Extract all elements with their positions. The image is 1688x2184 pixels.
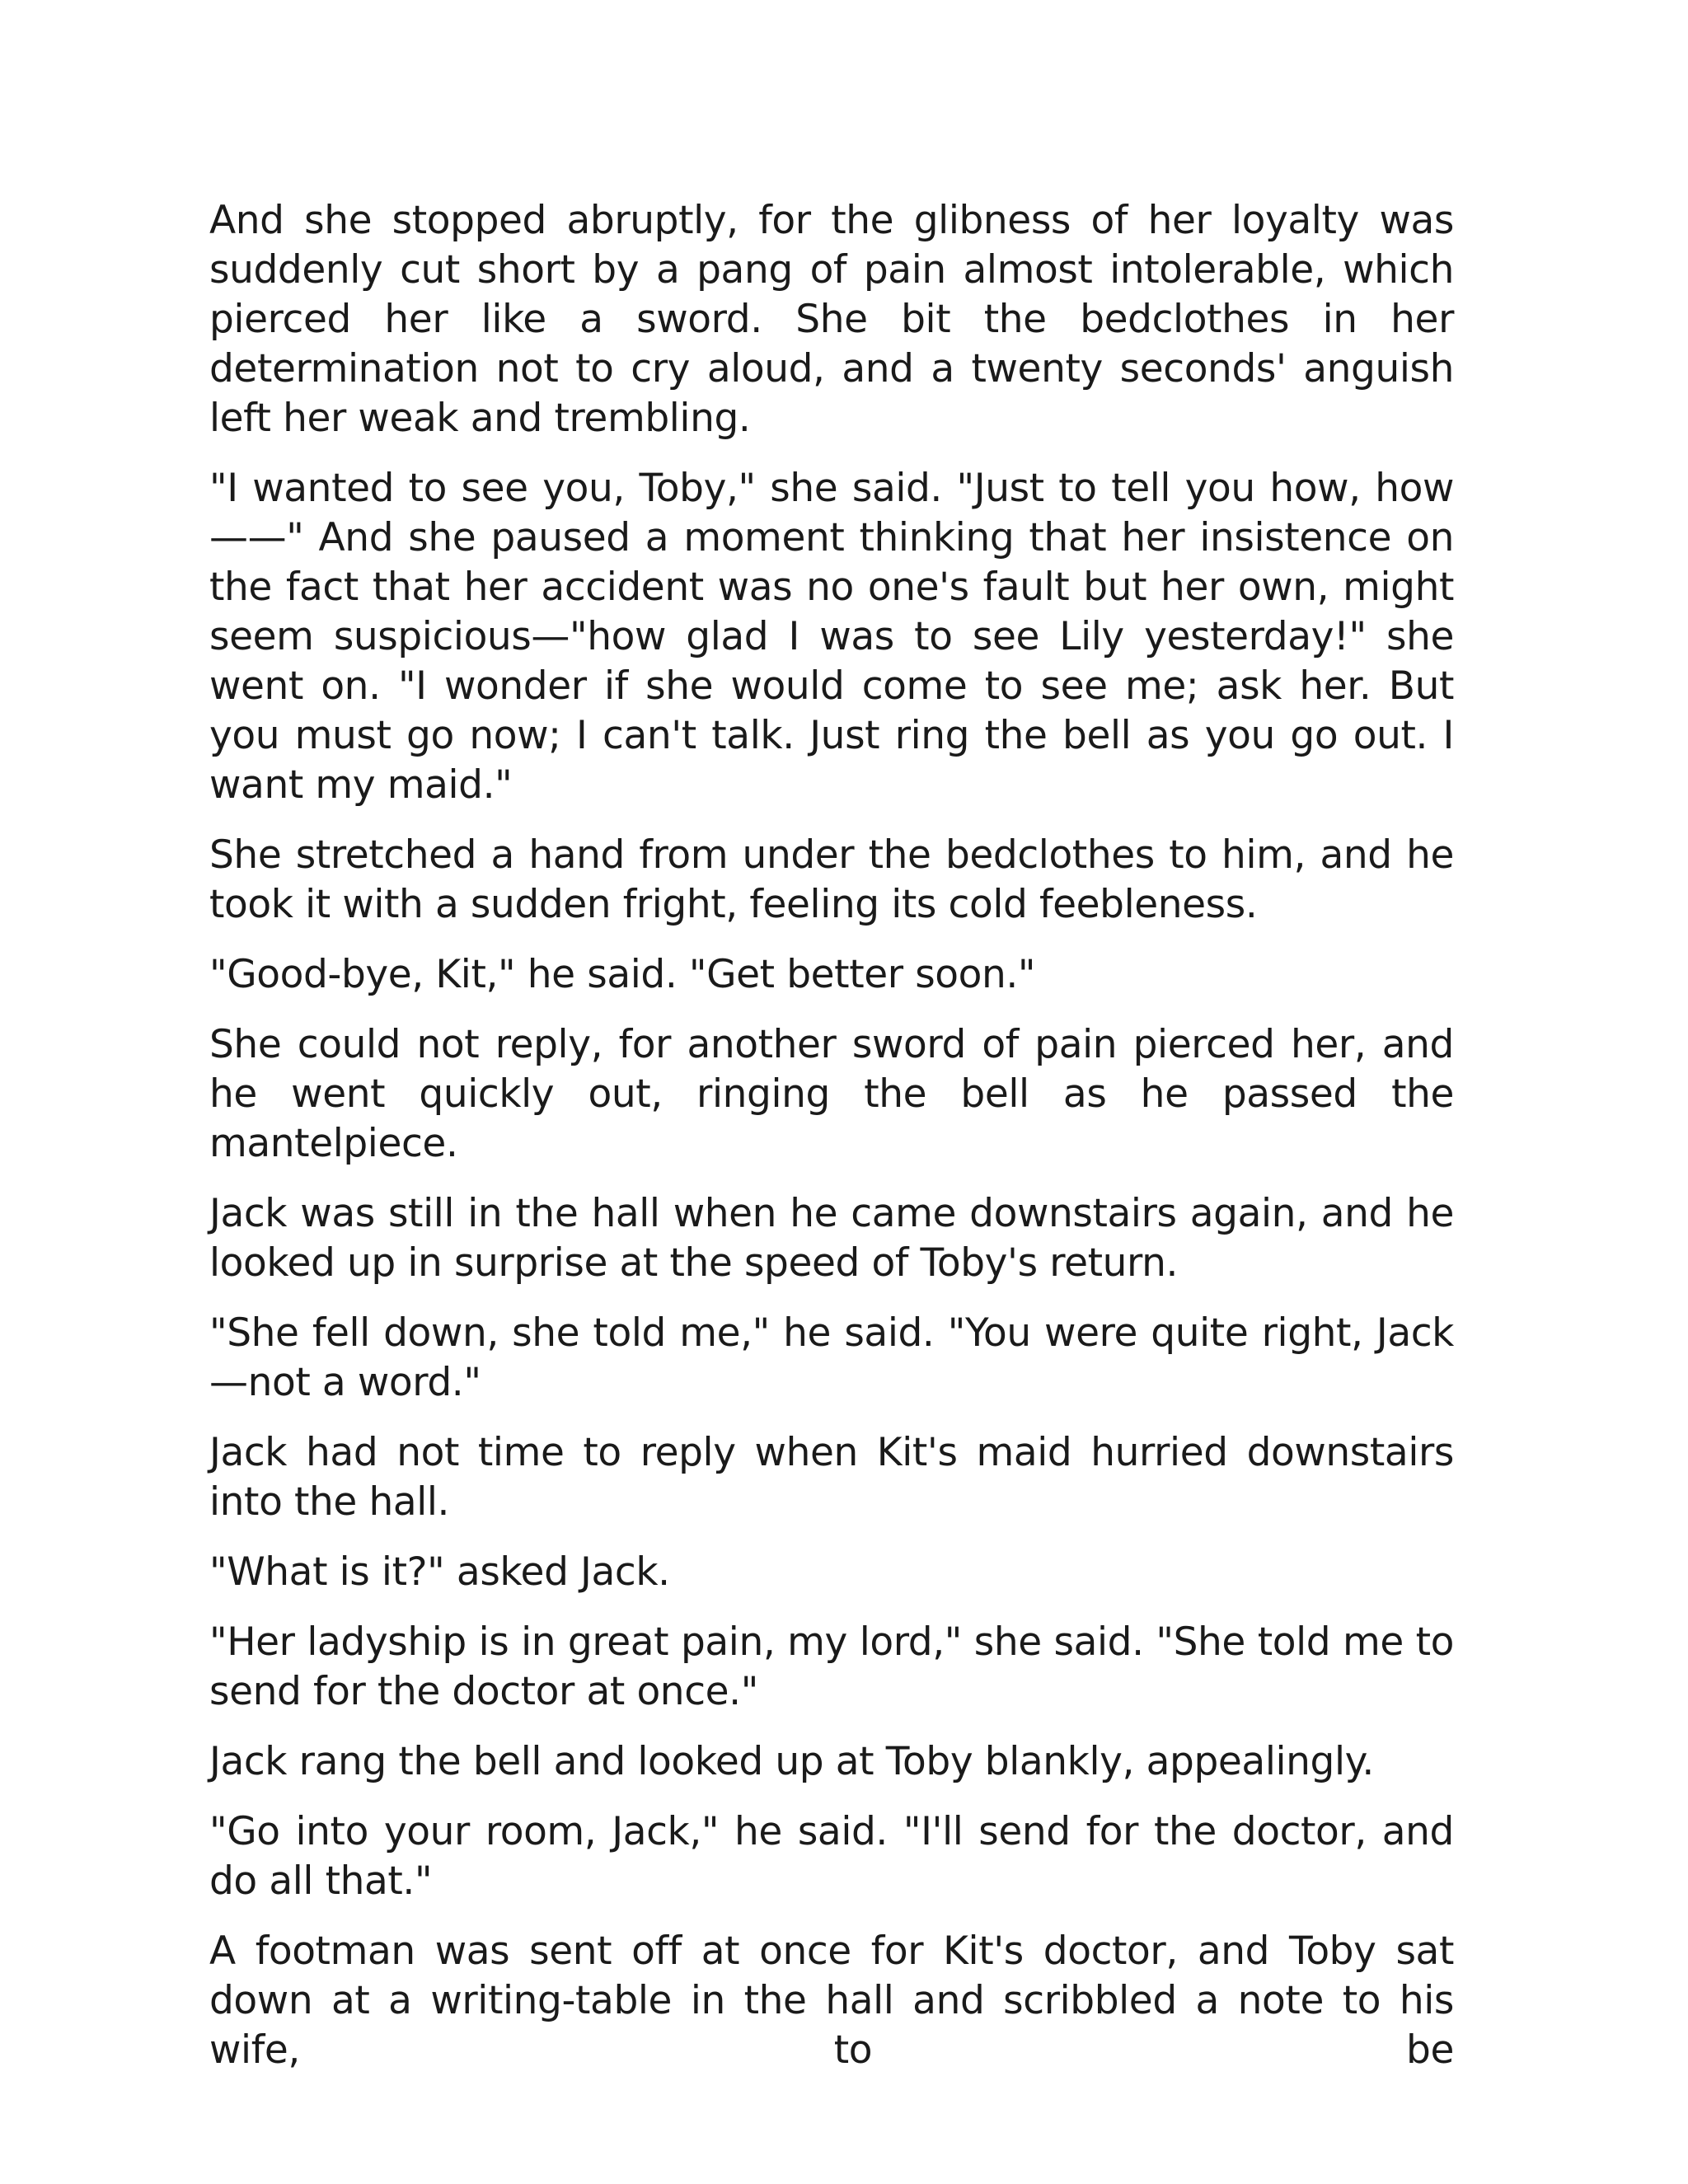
paragraph: Jack rang the bell and looked up at Toby blankly, appealingly. (209, 1739, 1374, 1784)
paragraph: "Her ladyship is in great pain, my lord," she said. "She told me to send for the doctor at once." (209, 1619, 1454, 1714)
paragraph: She stretched a hand from under the bedclothes to him, and he took it with a sudden fright, feeling its cold feebleness. (209, 832, 1454, 927)
paragraph: Jack had not time to reply when Kit's maid hurried downstairs into the hall. (209, 1430, 1454, 1525)
paragraph: "Go into your room, Jack," he said. "I'll send for the doctor, and do all that." (209, 1809, 1454, 1904)
paragraph: "What is it?" asked Jack. (209, 1549, 670, 1595)
paragraph: "I wanted to see you, Toby," she said. "Just to tell you how, how ——" And she paused a moment thinking that her insistence on the fact that her accident was no one's fault but her own, might seem suspicious—"how glad I was to see Lily yesterday!" she went on. "I wonder if she would come to see me; ask her. But you must go now; I can't talk. Just ring the bell as you go out. I want my maid." (209, 466, 1454, 808)
paragraph: A footman was sent off at once for Kit's doctor, and Toby sat down at a writing-table in the hall and scribbled a note to his wife, to be (209, 1929, 1454, 2073)
page-text (209, 196, 1454, 2075)
paragraph: She could not reply, for another sword of pain pierced her, and he went quickly out, ringing the bell as he passed the mantelpiece. (209, 1022, 1454, 1166)
paragraph: Jack was still in the hall when he came downstairs again, and he looked up in surprise at the speed of Toby's return. (209, 1191, 1454, 1286)
paragraph: "She fell down, she told me," he said. "You were quite right, Jack—not a word." (209, 1310, 1454, 1405)
paragraph: "Good-bye, Kit," he said. "Get better soon." (209, 952, 1036, 997)
paragraph: And she stopped abruptly, for the glibness of her loyalty was suddenly cut short by a pang of pain almost intolerable, which pierced her like a sword. She bit the bedclothes in her determination not to cry aloud, and a twenty seconds' anguish left her weak and trembling. (209, 198, 1454, 441)
